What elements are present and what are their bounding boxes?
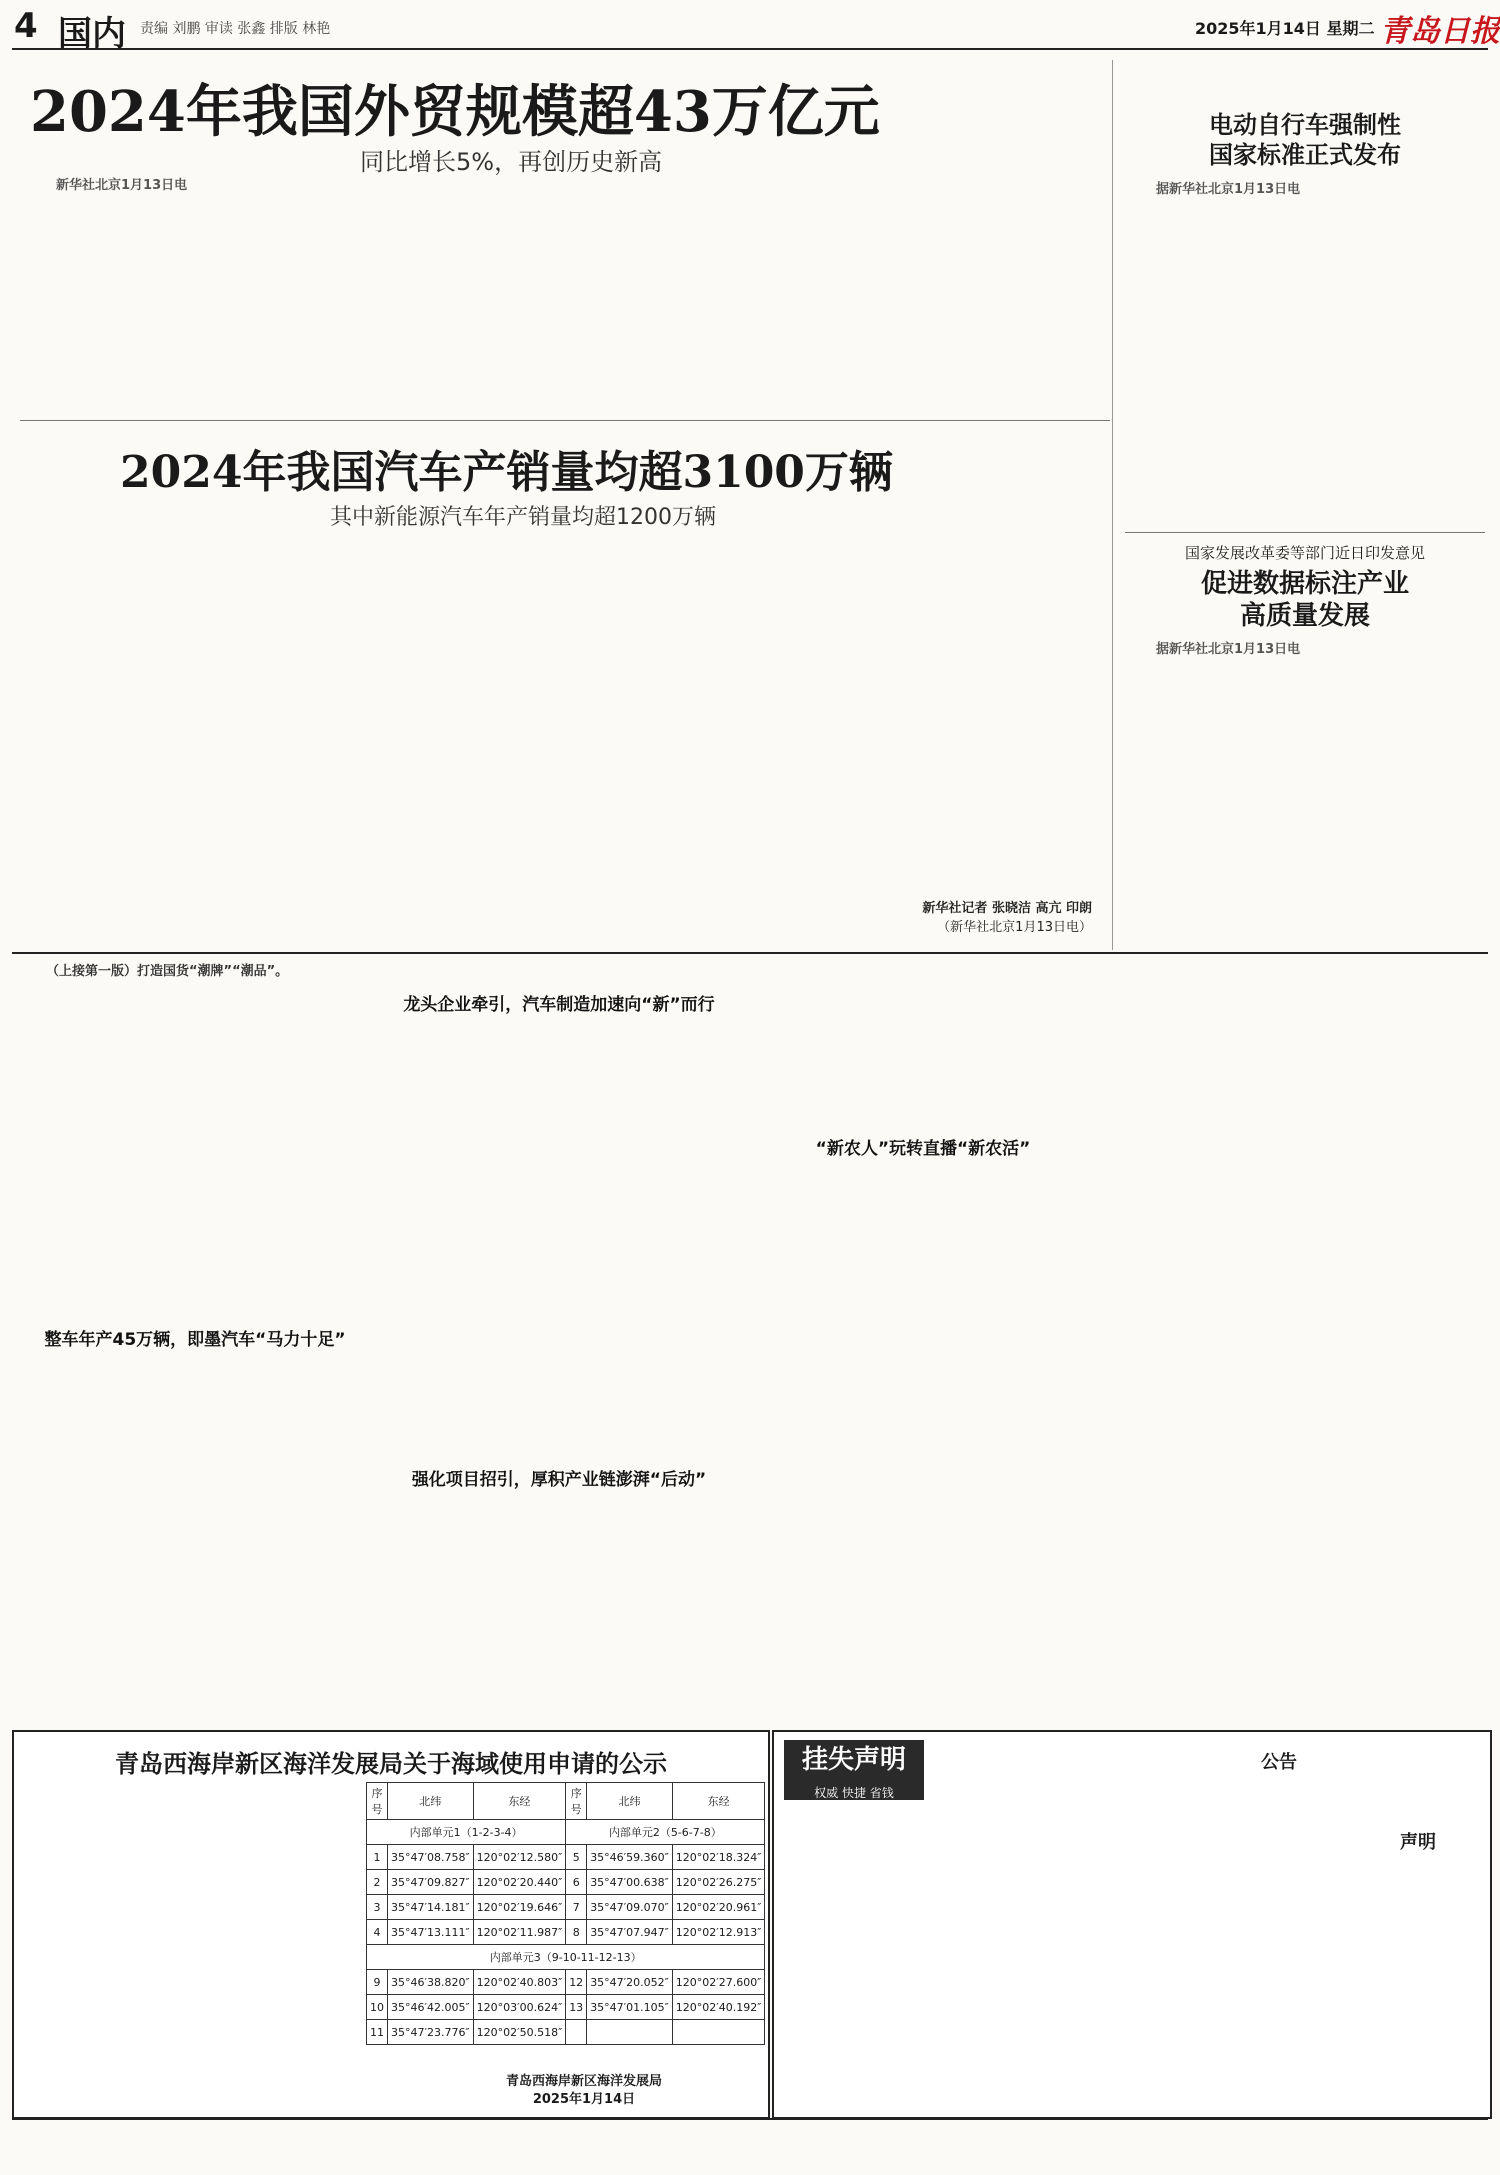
side2-kicker: 国家发展改革委等部门近日印发意见 <box>1184 544 1425 562</box>
table-header: 北纬 <box>587 1783 673 1820</box>
table-row: 2 35°47′09.827″ 120°02′20.440″ 6 35°47′00.638″ 120°02′26.275″ <box>367 1870 765 1895</box>
notice-sign-date: 2025年1月14日 <box>532 2092 636 2107</box>
issue-date: 2025年1月14日 星期二 <box>1195 19 1375 38</box>
sidebar-rule <box>1112 60 1113 950</box>
continued-col1 <box>20 962 370 1722</box>
ad-notice-heading: 公告 <box>1261 1752 1297 1773</box>
notice-signature: 青岛西海岸新区海洋发展局 <box>505 2074 662 2089</box>
side2-title-line2: 高质量发展 <box>1239 601 1370 631</box>
table-group-label: 内部单元2（5-6-7-8） <box>566 1820 765 1845</box>
ad-title: 挂失声明 <box>784 1740 924 1800</box>
continued-subhead-2: 龙头企业牵引，汽车制造加速向“新”而行 <box>403 995 715 1015</box>
footer-info <box>12 2122 1488 2170</box>
footer-rule <box>12 2118 1488 2120</box>
table-header: 东经 <box>473 1783 566 1820</box>
continued-col2 <box>384 962 734 1722</box>
article1-headline: 2024年我国外贸规模超43万亿元 <box>30 79 880 145</box>
section-rule <box>12 952 1488 954</box>
ad-col1 <box>784 1812 924 2107</box>
article1-col2 <box>390 176 736 408</box>
editor-credits: 责编 刘鹏 审读 张鑫 排版 林艳 <box>140 21 331 37</box>
continued-lead: （上接第一版）打造国货“潮牌”“潮品”。 <box>46 964 289 979</box>
side1-dateline: 据新华社北京1月13日电 <box>1156 182 1301 197</box>
article2-col1 <box>30 540 376 938</box>
table-header: 序号 <box>367 1783 388 1820</box>
side1-title-line1: 电动自行车强制性 <box>1209 110 1401 139</box>
side2-title-line1: 促进数据标注产业 <box>1200 569 1409 599</box>
divider <box>1125 532 1485 533</box>
article2-headline: 2024年我国汽车产销量均超3100万辆 <box>120 447 893 498</box>
side2-dateline: 据新华社北京1月13日电 <box>1156 642 1301 657</box>
continued-col4 <box>1112 962 1484 1722</box>
side1-body <box>1130 180 1482 520</box>
table-row: 10 35°46′42.005″ 120°03′00.624″ 13 35°47′01.105″ 120°02′40.192″ <box>367 1995 765 2020</box>
continued-col3 <box>748 962 1098 1722</box>
ad-statement-heading: 声明 <box>1400 1832 1436 1853</box>
article2-col3 <box>750 540 1096 938</box>
side1-title-line2: 国家标准正式发布 <box>1209 140 1401 169</box>
table-header: 序号 <box>566 1783 587 1820</box>
table-row: 9 35°46′38.820″ 120°02′40.803″ 12 35°47′20.052″ 120°02′27.600″ <box>367 1970 765 1995</box>
table-header: 北纬 <box>388 1783 474 1820</box>
continued-subhead-3: 强化项目招引，厚积产业链澎湃“后动” <box>411 1470 707 1490</box>
ad-col2 <box>934 1740 1064 2107</box>
coordinate-table <box>366 1782 765 2045</box>
article2-col2 <box>390 540 736 938</box>
article1-col3 <box>750 176 1096 408</box>
newspaper-logo: 青岛日报 <box>1380 14 1500 49</box>
side2-headline <box>1125 568 1485 632</box>
table-group-label: 内部单元3（9-10-11-12-13） <box>367 1945 765 1970</box>
table-row: 1 35°47′08.758″ 120°02′12.580″ 5 35°46′59.360″ 120°02′18.324″ <box>367 1845 765 1870</box>
notice-body <box>26 1784 356 2054</box>
ad-col3 <box>1074 1740 1204 2107</box>
article1-subtitle: 同比增长5%，再创历史新高 <box>360 148 663 176</box>
article2-byline: 新华社记者 张晓洁 高亢 印朗 <box>922 901 1092 916</box>
table-group-label: 内部单元1（1-2-3-4） <box>367 1820 566 1845</box>
side2-body <box>1130 640 1482 940</box>
table-row: 4 35°47′13.111″ 120°02′11.987″ 8 35°47′07.947″ 120°02′12.913″ <box>367 1920 765 1945</box>
ad-col4 <box>1214 1776 1344 2107</box>
section-name: 国内 <box>58 14 126 54</box>
article1-col1 <box>30 176 376 408</box>
classified-ads <box>772 1730 1492 2119</box>
notice-title: 青岛西海岸新区海洋发展局关于海域使用申请的公示 <box>115 1749 667 1778</box>
article2-byline-note: （新华社北京1月13日电） <box>937 920 1092 935</box>
divider <box>20 420 1110 421</box>
side1-headline <box>1125 110 1485 170</box>
table-row: 11 35°47′23.776″ 120°02′50.518″ <box>367 2020 765 2045</box>
article1-dateline: 新华社北京1月13日电 <box>56 178 188 193</box>
table-row: 3 35°47′14.181″ 120°02′19.646″ 7 35°47′09.070″ 120°02′20.961″ <box>367 1895 765 1920</box>
sea-use-notice <box>12 1730 770 2119</box>
table-header: 东经 <box>672 1783 765 1820</box>
ad-slogan: 权威 快捷 省钱 <box>814 1786 894 1800</box>
ad-col6 <box>1354 1856 1482 2107</box>
article2-subtitle: 其中新能源汽车年产销量均超1200万辆 <box>330 505 716 530</box>
ad-col5 <box>1354 1740 1482 1820</box>
header-rule <box>12 48 1488 50</box>
continued-subhead-1: 整车年产45万辆，即墨汽车“马力十足” <box>44 1330 346 1350</box>
page-number: 4 <box>14 6 38 46</box>
continued-subhead-4: “新农人”玩转直播“新农活” <box>815 1139 1031 1159</box>
